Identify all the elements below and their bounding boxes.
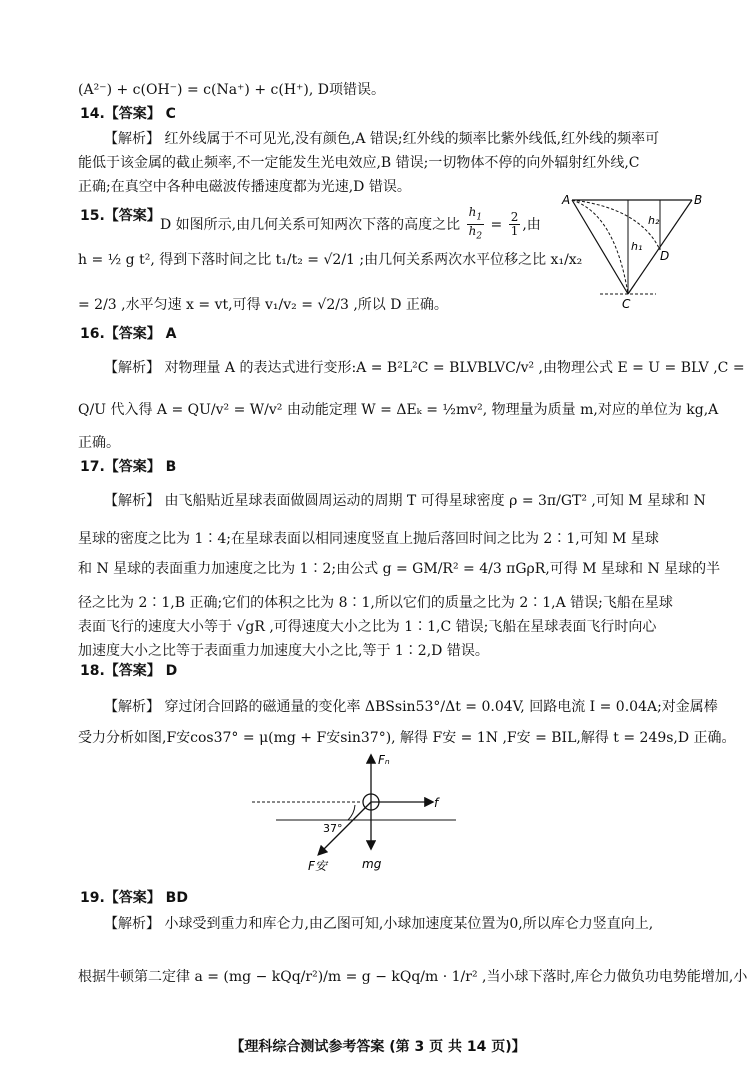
point-b-label: B	[694, 194, 703, 207]
q18-force-diagram	[246, 752, 466, 874]
q17-analysis-line-3: 和 N 星球的表面重力加速度之比为 1∶2;由公式 g = GM/R² = 4/3 πGρR,可得 M 星球和 N 星球的半	[78, 561, 721, 577]
normal-force-label: Fₙ	[378, 753, 390, 767]
page-footer: 【理科综合测试参考答案 (第 3 页 共 14 页)】	[230, 1039, 526, 1055]
ampere-force-label: F安	[308, 859, 327, 873]
q15-line-2: h = ½ g t², 得到下落时间之比 t₁/t₂ = √2/1 ;由几何关系两次水平位移之比 x₁/x₂	[78, 252, 583, 268]
q17-analysis-line-5: 表面飞行的速度大小等于 √gR ,可得速度大小之比为 1∶1,C 错误;飞船在星球表面飞行时向心	[78, 619, 657, 635]
q19-analysis-line-2: 根据牛顿第二定律 a = (mg − kQq/r²)/m = g − kQq/m · 1/r² ,当小球下落时,库仑力做负功电势能增加,小	[78, 969, 748, 985]
q18-analysis-line-1: 【解析】 穿过闭合回路的磁通量的变化率 ΔBSsin53°/Δt = 0.04V, 回路电流 I = 0.04A;对金属棒	[104, 699, 718, 715]
point-c-label: C	[622, 297, 631, 311]
point-a-label: A	[562, 194, 571, 207]
q15-line-1: D 如图所示,由几何关系可知两次下落的高度之比 $\frac{h_1}{h_2}$ = $\frac{2}{1}$ ,由	[160, 205, 541, 242]
q15-line-3: = 2/3 ,水平匀速 x = vt,可得 v₁/v₂ = √2/3 ,所以 D 正确。	[78, 297, 448, 313]
q16-analysis-line-3: 正确。	[78, 435, 120, 451]
q17-analysis-line-1: 【解析】 由飞船贴近星球表面做圆周运动的周期 T 可得星球密度 ρ = 3π/GT² ,可知 M 星球和 N	[104, 493, 706, 509]
q19-answer-heading: 19.【答案】 BD	[80, 890, 188, 906]
gravity-label: mg	[362, 857, 382, 871]
q17-analysis-line-6: 加速度大小之比等于表面重力加速度大小之比,等于 1∶2,D 错误。	[78, 643, 489, 659]
friction-label: f	[434, 796, 439, 810]
q14-answer-heading: 14.【答案】 C	[80, 106, 176, 122]
q15-answer-heading: 15.【答案】	[80, 208, 161, 224]
point-d-label: D	[660, 249, 670, 263]
q17-analysis-line-4: 径之比为 2∶1,B 正确;它们的体积之比为 8∶1,所以它们的质量之比为 2∶1,A 错误;飞船在星球	[78, 595, 673, 611]
q19-analysis-line-1: 【解析】 小球受到重力和库仑力,由乙图可知,小球加速度某位置为0,所以库仑力竖直向上,	[104, 916, 654, 932]
q17-answer-heading: 17.【答案】 B	[80, 459, 177, 475]
q16-analysis-line-1: 【解析】 对物理量 A 的表达式进行变形:A = B²L²C = BLVBLVC/v² ,由物理公式 E = U = BLV ,C =	[104, 360, 745, 376]
angle-label: 37°	[323, 822, 343, 835]
q18-answer-heading: 18.【答案】 D	[80, 663, 178, 679]
h2-label: h₂	[648, 214, 660, 227]
q14-analysis-line-1: 【解析】 红外线属于不可见光,没有颜色,A 错误;红外线的频率比紫外线低,红外线的频率可	[104, 131, 660, 147]
q14-analysis-line-3: 正确;在真空中各种电磁波传播速度都为光速,D 错误。	[78, 179, 411, 195]
q17-analysis-line-2: 星球的密度之比为 1∶4;在星球表面以相同速度竖直上抛后落回时间之比为 2∶1,可知 M 星球	[78, 531, 659, 547]
q14-analysis-line-2: 能低于该金属的截止频率,不一定能发生光电效应,B 错误;一切物体不停的向外辐射红外线,C	[78, 155, 640, 171]
q15-trajectory-figure	[560, 194, 710, 312]
q18-analysis-line-2: 受力分析如图,F安cos37° = μ(mg + F安sin37°), 解得 F安 = 1N ,F安 = BIL,解得 t = 249s,D 正确。	[78, 730, 736, 746]
h1-label: h₁	[631, 240, 643, 253]
answer-continuation-line: (A²⁻) + c(OH⁻) = c(Na⁺) + c(H⁺), D项错误。	[78, 82, 386, 98]
q16-analysis-line-2: Q/U 代入得 A = QU/v² = W/v² 由动能定理 W = ΔEₖ = ½mv², 物理量为质量 m,对应的单位为 kg,A	[78, 402, 719, 418]
q16-answer-heading: 16.【答案】 A	[80, 326, 177, 342]
